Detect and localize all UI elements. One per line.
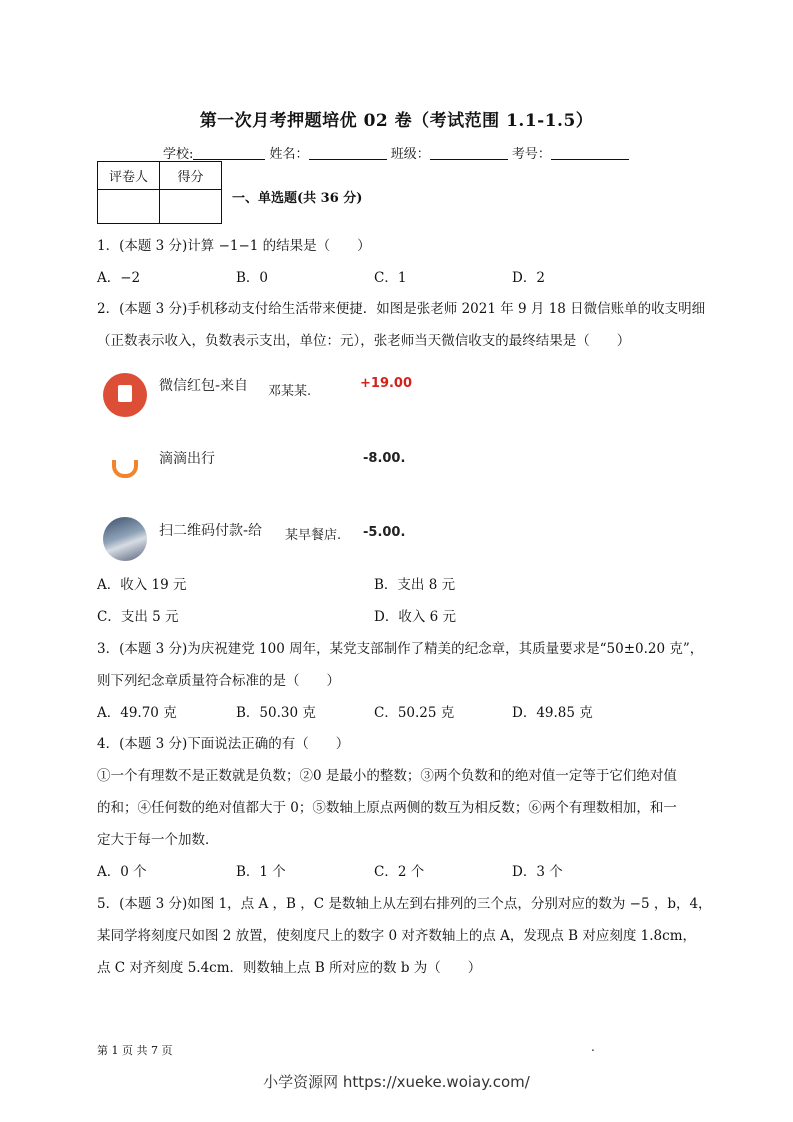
footer-dot: . xyxy=(591,1040,595,1054)
question-3-line-2: 则下列纪念章质量符合标准的是（ ） xyxy=(97,673,340,689)
number-blank xyxy=(551,147,629,160)
question-2-line-2: （正数表示收入，负数表示支出，单位：元），张老师当天微信收支的最终结果是（ ） xyxy=(97,333,631,349)
payment-payee: 某早餐店. xyxy=(285,528,342,543)
q4-option-b: B．1 个 xyxy=(236,864,286,880)
class-blank xyxy=(430,147,508,160)
payment-name: 扫二维码付款-给 xyxy=(159,523,263,539)
question-5-line-1: 5．(本题 3 分)如图 1，点 A ，B ，C 是数轴上从左到右排列的三个点，分别对应的数为 −5 ，b，4， xyxy=(97,896,712,912)
score-table xyxy=(97,161,222,224)
question-4-line-3: 的和；④任何数的绝对值都大于 0；⑤数轴上原点两侧的数互为相反数；⑥两个有理数相加，和一 xyxy=(97,800,677,816)
number-label: 考号： xyxy=(511,147,551,162)
q2-option-c: C．支出 5 元 xyxy=(97,609,179,625)
payment-amount: -5.00. xyxy=(363,525,406,540)
q2-option-a: A．收入 19 元 xyxy=(97,577,187,593)
payment-name: 微信红包-来自 xyxy=(159,378,249,394)
grader-cell xyxy=(98,190,160,224)
red-packet-icon xyxy=(103,373,147,417)
question-2-line-1: 2．(本题 3 分)手机移动支付给生活带来便捷．如图是张老师 2021 年 9 月 18 日微信账单的收支明细 xyxy=(97,301,706,317)
q4-option-d: D．3 个 xyxy=(512,864,563,880)
didi-icon xyxy=(103,446,147,490)
name-blank xyxy=(309,147,387,160)
info-line xyxy=(163,143,629,162)
question-4-line-1: 4．(本题 3 分)下面说法正确的有（ ） xyxy=(97,736,350,752)
question-5-line-3: 点 C 对齐刻度 5.4cm．则数轴上点 B 所对应的数 b 为（ ） xyxy=(97,960,482,976)
school-label: 学校: xyxy=(163,147,194,162)
school-blank xyxy=(193,147,265,160)
q3-option-d: D．49.85 克 xyxy=(512,705,593,721)
q3-option-b: B．50.30 克 xyxy=(236,705,316,721)
q1-option-b: B．0 xyxy=(236,270,269,286)
q4-option-c: C．2 个 xyxy=(374,864,425,880)
payment-payee: 邓某某. xyxy=(268,384,312,399)
class-label: 班级： xyxy=(390,147,430,162)
q3-option-a: A．49.70 克 xyxy=(97,705,177,721)
question-4-line-4: 定大于每一个加数． xyxy=(97,832,219,848)
payment-name: 滴滴出行 xyxy=(159,451,215,467)
q3-option-c: C．50.25 克 xyxy=(374,705,455,721)
score-cell xyxy=(160,190,222,224)
grader-header: 评卷人 xyxy=(98,162,160,190)
q1-option-c: C．1 xyxy=(374,270,407,286)
q1-option-a: A．−2 xyxy=(97,270,141,286)
name-label: 姓名： xyxy=(269,147,309,162)
page-footer: 第 1 页 共 7 页 xyxy=(97,1044,173,1057)
question-4-line-2: ①一个有理数不是正数就是负数；②0 是最小的整数；③两个负数和的绝对值一定等于它们绝对值 xyxy=(97,768,677,784)
payment-amount: +19.00 xyxy=(360,376,413,391)
watermark: 小学资源网 https://xueke.woiay.com/ xyxy=(263,1073,530,1091)
page-title: 第一次月考押题培优 02 卷（考试范围 1.1-1.5） xyxy=(199,111,594,131)
section-title: 一、单选题(共 36 分) xyxy=(232,191,363,206)
question-3-line-1: 3．(本题 3 分)为庆祝建党 100 周年，某党支部制作了精美的纪念章，其质量要求是“50±0.20 克”， xyxy=(97,641,704,657)
question-1-line-1: 1．(本题 3 分)计算 −1−1 的结果是（ ） xyxy=(97,238,371,254)
q1-option-d: D．2 xyxy=(512,270,545,286)
payment-amount: -8.00. xyxy=(363,451,406,466)
q4-option-a: A．0 个 xyxy=(97,864,147,880)
score-header: 得分 xyxy=(160,162,222,190)
q2-option-d: D．收入 6 元 xyxy=(374,609,456,625)
question-5-line-2: 某同学将刻度尺如图 2 放置，使刻度尺上的数字 0 对齐数轴上的点 A，发现点 B 对应刻度 1.8cm， xyxy=(97,928,697,944)
q2-option-b: B．支出 8 元 xyxy=(374,577,456,593)
shop-avatar-icon xyxy=(103,517,147,561)
